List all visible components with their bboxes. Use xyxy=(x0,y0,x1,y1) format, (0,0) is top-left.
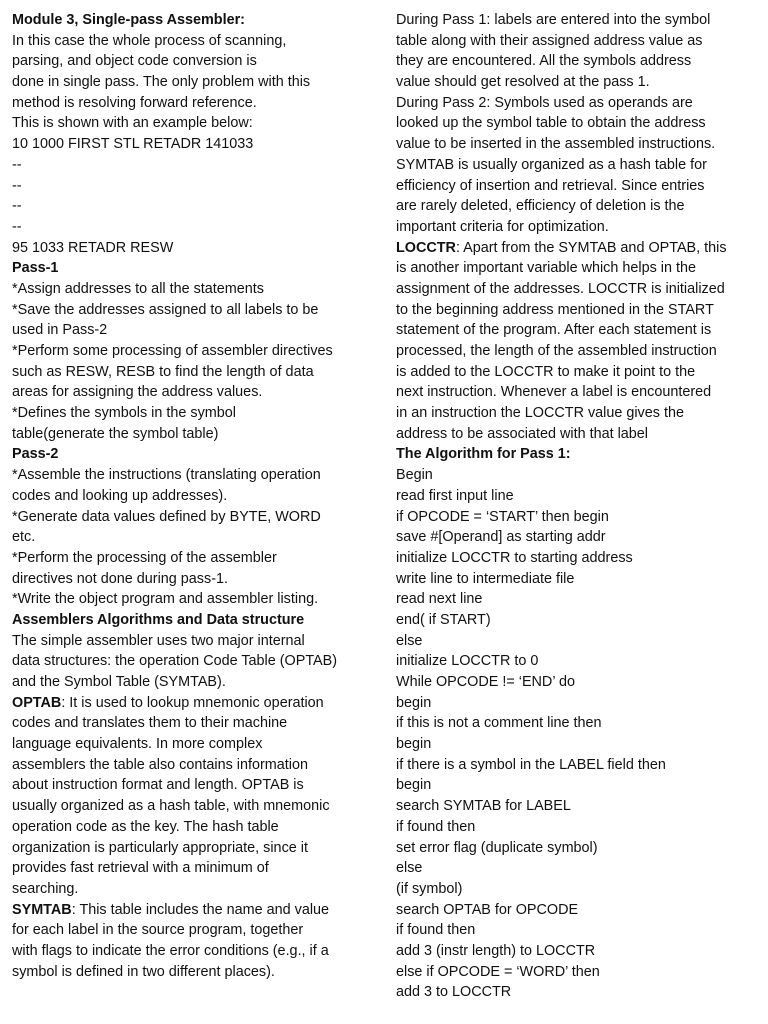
left-line xyxy=(12,320,378,341)
right-line xyxy=(396,238,758,259)
right-text: write line to intermediate file xyxy=(396,570,575,587)
right-text: processed, the length of the assembled instruction xyxy=(396,343,717,359)
right-line xyxy=(396,382,758,403)
right-text: looked up the symbol table to obtain the address xyxy=(396,115,706,132)
left-line xyxy=(12,155,378,176)
left-text: -- xyxy=(12,198,22,215)
left-line xyxy=(12,465,378,486)
left-text: about instruction format and length. OPTAB is xyxy=(12,777,304,794)
left-column xyxy=(12,10,378,982)
right-text: Begin xyxy=(396,467,433,484)
left-line xyxy=(12,941,378,962)
right-text: if this is not a comment line then xyxy=(396,715,602,732)
left-text: codes and looking up addresses). xyxy=(12,487,228,504)
left-line xyxy=(12,879,378,900)
left-text: symbol is defined in two different places). xyxy=(12,963,275,980)
left-line xyxy=(12,775,378,796)
left-text: codes and translates them to their machine xyxy=(12,715,288,732)
right-text: value to be inserted in the assembled instructions. xyxy=(396,136,716,153)
right-line xyxy=(396,775,758,796)
left-line xyxy=(12,858,378,879)
right-text: While OPCODE != ‘END’ do xyxy=(396,674,575,690)
right-line xyxy=(396,610,758,631)
right-line xyxy=(396,486,758,507)
right-text: end( if START) xyxy=(396,611,491,628)
left-line xyxy=(12,651,378,672)
left-line xyxy=(12,920,378,941)
right-text: is another important variable which helps in the xyxy=(396,260,696,277)
right-text: is added to the LOCCTR to make it point to the xyxy=(396,363,696,380)
right-text: assignment of the addresses. LOCCTR is initialized xyxy=(396,280,725,297)
left-line xyxy=(12,279,378,300)
right-line xyxy=(396,444,758,465)
left-line xyxy=(12,631,378,652)
left-line xyxy=(12,713,378,734)
left-line xyxy=(12,548,378,569)
right-line xyxy=(396,672,758,693)
right-line xyxy=(396,713,758,734)
left-text: *Perform some processing of assembler directives xyxy=(12,343,333,359)
left-text: assemblers the table also contains information xyxy=(12,756,308,773)
right-line xyxy=(396,548,758,569)
right-text: (if symbol) xyxy=(396,880,463,897)
left-line xyxy=(12,527,378,548)
right-line xyxy=(396,879,758,900)
right-line xyxy=(396,403,758,424)
right-text: to the beginning address mentioned in the START xyxy=(396,301,714,318)
right-text: read next line xyxy=(396,591,483,608)
right-text: save #[Operand] as starting addr xyxy=(396,529,606,546)
right-line xyxy=(396,51,758,72)
left-line xyxy=(12,258,378,279)
left-bold-text: Assemblers Algorithms and Data structure xyxy=(12,611,305,628)
right-text: During Pass 1: labels are entered into the symbol xyxy=(396,12,711,28)
left-bold-text: OPTAB xyxy=(12,694,62,711)
left-text: This is shown with an example below: xyxy=(12,115,253,132)
left-line xyxy=(12,444,378,465)
left-line xyxy=(12,93,378,114)
left-text: such as RESW, RESB to find the length of data xyxy=(12,363,314,380)
right-line xyxy=(396,631,758,652)
left-text: *Perform the processing of the assembler xyxy=(12,549,277,566)
left-bold-text: Pass-1 xyxy=(12,260,59,277)
right-line xyxy=(396,320,758,341)
left-line xyxy=(12,486,378,507)
right-text: SYMTAB is usually organized as a hash table for xyxy=(396,156,707,173)
right-text: set error flag (duplicate symbol) xyxy=(396,839,598,856)
right-text: statement of the program. After each statement is xyxy=(396,322,712,339)
left-line xyxy=(12,610,378,631)
right-line xyxy=(396,900,758,921)
right-text: begin xyxy=(396,694,432,711)
right-text: important criteria for optimization. xyxy=(396,218,609,235)
left-line xyxy=(12,507,378,528)
right-text: else xyxy=(396,860,423,877)
left-text: -- xyxy=(12,156,22,173)
right-bold-text: The Algorithm for Pass 1: xyxy=(396,446,571,463)
left-line xyxy=(12,755,378,776)
left-line xyxy=(12,300,378,321)
left-line xyxy=(12,113,378,134)
right-text: search OPTAB for OPCODE xyxy=(396,901,579,918)
left-line xyxy=(12,693,378,714)
right-text: add 3 (instr length) to LOCCTR xyxy=(396,942,596,959)
right-text: else if OPCODE = ‘WORD’ then xyxy=(396,963,600,980)
left-text: done in single pass. The only problem with this xyxy=(12,74,311,91)
left-line xyxy=(12,72,378,93)
right-text: in an instruction the LOCCTR value gives the xyxy=(396,405,684,422)
left-text: : It is used to lookup mnemonic operation xyxy=(61,694,324,711)
right-text: value should get resolved at the pass 1. xyxy=(396,74,650,91)
left-text: *Assign addresses to all the statements xyxy=(12,280,264,297)
right-text: table along with their assigned address value as xyxy=(396,32,703,49)
left-line xyxy=(12,589,378,610)
left-line xyxy=(12,176,378,197)
right-line xyxy=(396,920,758,941)
left-text: usually organized as a hash table, with mnemonic xyxy=(12,798,330,815)
right-line xyxy=(396,838,758,859)
right-text: add 3 to LOCCTR xyxy=(396,984,512,1001)
left-line xyxy=(12,382,378,403)
left-text: parsing, and object code conversion is xyxy=(12,53,257,70)
left-text: *Generate data values defined by BYTE, WORD xyxy=(12,508,321,525)
right-column xyxy=(396,10,758,1003)
right-line xyxy=(396,465,758,486)
right-line xyxy=(396,279,758,300)
right-text: address to be associated with that label xyxy=(396,425,648,442)
left-line xyxy=(12,196,378,217)
right-line xyxy=(396,72,758,93)
left-line xyxy=(12,796,378,817)
left-text: *Write the object program and assembler listing. xyxy=(12,591,319,608)
left-line xyxy=(12,838,378,859)
right-line xyxy=(396,155,758,176)
left-text: organization is particularly appropriate, since it xyxy=(12,839,308,856)
left-bold-text: Module 3, Single-pass Assembler: xyxy=(12,12,245,28)
right-line xyxy=(396,362,758,383)
right-text: next instruction. Whenever a label is encountered xyxy=(396,384,712,401)
right-line xyxy=(396,589,758,610)
left-text: directives not done during pass-1. xyxy=(12,570,228,587)
left-text: data structures: the operation Code Table (OPTAB) xyxy=(12,653,338,670)
left-line xyxy=(12,238,378,259)
right-line xyxy=(396,507,758,528)
left-line xyxy=(12,217,378,238)
left-line xyxy=(12,51,378,72)
right-text: search SYMTAB for LABEL xyxy=(396,798,571,815)
right-text: read first input line xyxy=(396,487,514,504)
right-text: initialize LOCCTR to starting address xyxy=(396,549,633,566)
right-line xyxy=(396,982,758,1003)
left-text: method is resolving forward reference. xyxy=(12,94,257,111)
right-line xyxy=(396,817,758,838)
right-line xyxy=(396,962,758,983)
right-text: During Pass 2: Symbols used as operands are xyxy=(396,94,693,111)
right-text: if OPCODE = ‘START’ then begin xyxy=(396,508,609,525)
left-text: *Defines the symbols in the symbol xyxy=(12,405,236,422)
left-text: *Assemble the instructions (translating operation xyxy=(12,467,321,484)
right-line xyxy=(396,176,758,197)
right-line xyxy=(396,217,758,238)
left-line xyxy=(12,962,378,983)
left-text: In this case the whole process of scanning, xyxy=(12,32,287,49)
left-text: used in Pass-2 xyxy=(12,322,108,339)
right-line xyxy=(396,31,758,52)
left-line xyxy=(12,569,378,590)
right-line xyxy=(396,93,758,114)
right-text: begin xyxy=(396,736,432,753)
right-text: are rarely deleted, efficiency of deletion is the xyxy=(396,198,685,215)
right-line xyxy=(396,651,758,672)
left-line xyxy=(12,734,378,755)
right-line xyxy=(396,134,758,155)
left-line xyxy=(12,134,378,155)
left-line xyxy=(12,31,378,52)
left-text: searching. xyxy=(12,880,79,897)
left-text: operation code as the key. The hash table xyxy=(12,818,279,835)
right-line xyxy=(396,10,758,31)
left-line xyxy=(12,900,378,921)
left-text: 10 1000 FIRST STL RETADR 141033 xyxy=(12,136,254,153)
left-text: : This table includes the name and value xyxy=(71,901,330,918)
left-line xyxy=(12,362,378,383)
right-text: else xyxy=(396,632,423,649)
right-line xyxy=(396,693,758,714)
left-text: for each label in the source program, together xyxy=(12,922,304,939)
left-line xyxy=(12,817,378,838)
right-line xyxy=(396,424,758,445)
right-line xyxy=(396,734,758,755)
left-line xyxy=(12,403,378,424)
left-text: language equivalents. In more complex xyxy=(12,736,263,753)
right-line xyxy=(396,341,758,362)
right-line xyxy=(396,796,758,817)
left-text: -- xyxy=(12,177,22,194)
left-bold-text: SYMTAB xyxy=(12,901,72,918)
right-line xyxy=(396,527,758,548)
left-text: and the Symbol Table (SYMTAB). xyxy=(12,674,226,690)
right-text: if there is a symbol in the LABEL field then xyxy=(396,756,666,773)
left-text: table(generate the symbol table) xyxy=(12,425,219,442)
right-line xyxy=(396,196,758,217)
right-text: begin xyxy=(396,777,432,794)
right-text: initialize LOCCTR to 0 xyxy=(396,653,539,670)
right-line xyxy=(396,755,758,776)
right-line xyxy=(396,300,758,321)
left-text: etc. xyxy=(12,529,36,546)
right-text: if found then xyxy=(396,922,476,939)
right-text: they are encountered. All the symbols address xyxy=(396,53,692,70)
right-line xyxy=(396,258,758,279)
right-text: if found then xyxy=(396,818,476,835)
left-bold-text: Pass-2 xyxy=(12,446,59,463)
left-text: *Save the addresses assigned to all labels to be xyxy=(12,301,319,318)
left-line xyxy=(12,10,378,31)
right-line xyxy=(396,858,758,879)
left-line xyxy=(12,672,378,693)
left-text: with flags to indicate the error conditions (e.g., if a xyxy=(12,942,329,959)
right-line xyxy=(396,941,758,962)
left-line xyxy=(12,424,378,445)
right-bold-text: LOCCTR xyxy=(396,239,456,256)
right-text: : Apart from the SYMTAB and OPTAB, this xyxy=(455,239,727,256)
right-line xyxy=(396,113,758,134)
left-text: 95 1033 RETADR RESW xyxy=(12,239,174,256)
left-text: provides fast retrieval with a minimum of xyxy=(12,860,269,877)
right-text: efficiency of insertion and retrieval. Since entries xyxy=(396,177,705,194)
left-text: -- xyxy=(12,218,22,235)
left-text: areas for assigning the address values. xyxy=(12,384,263,401)
left-text: The simple assembler uses two major internal xyxy=(12,632,305,649)
left-line xyxy=(12,341,378,362)
right-line xyxy=(396,569,758,590)
